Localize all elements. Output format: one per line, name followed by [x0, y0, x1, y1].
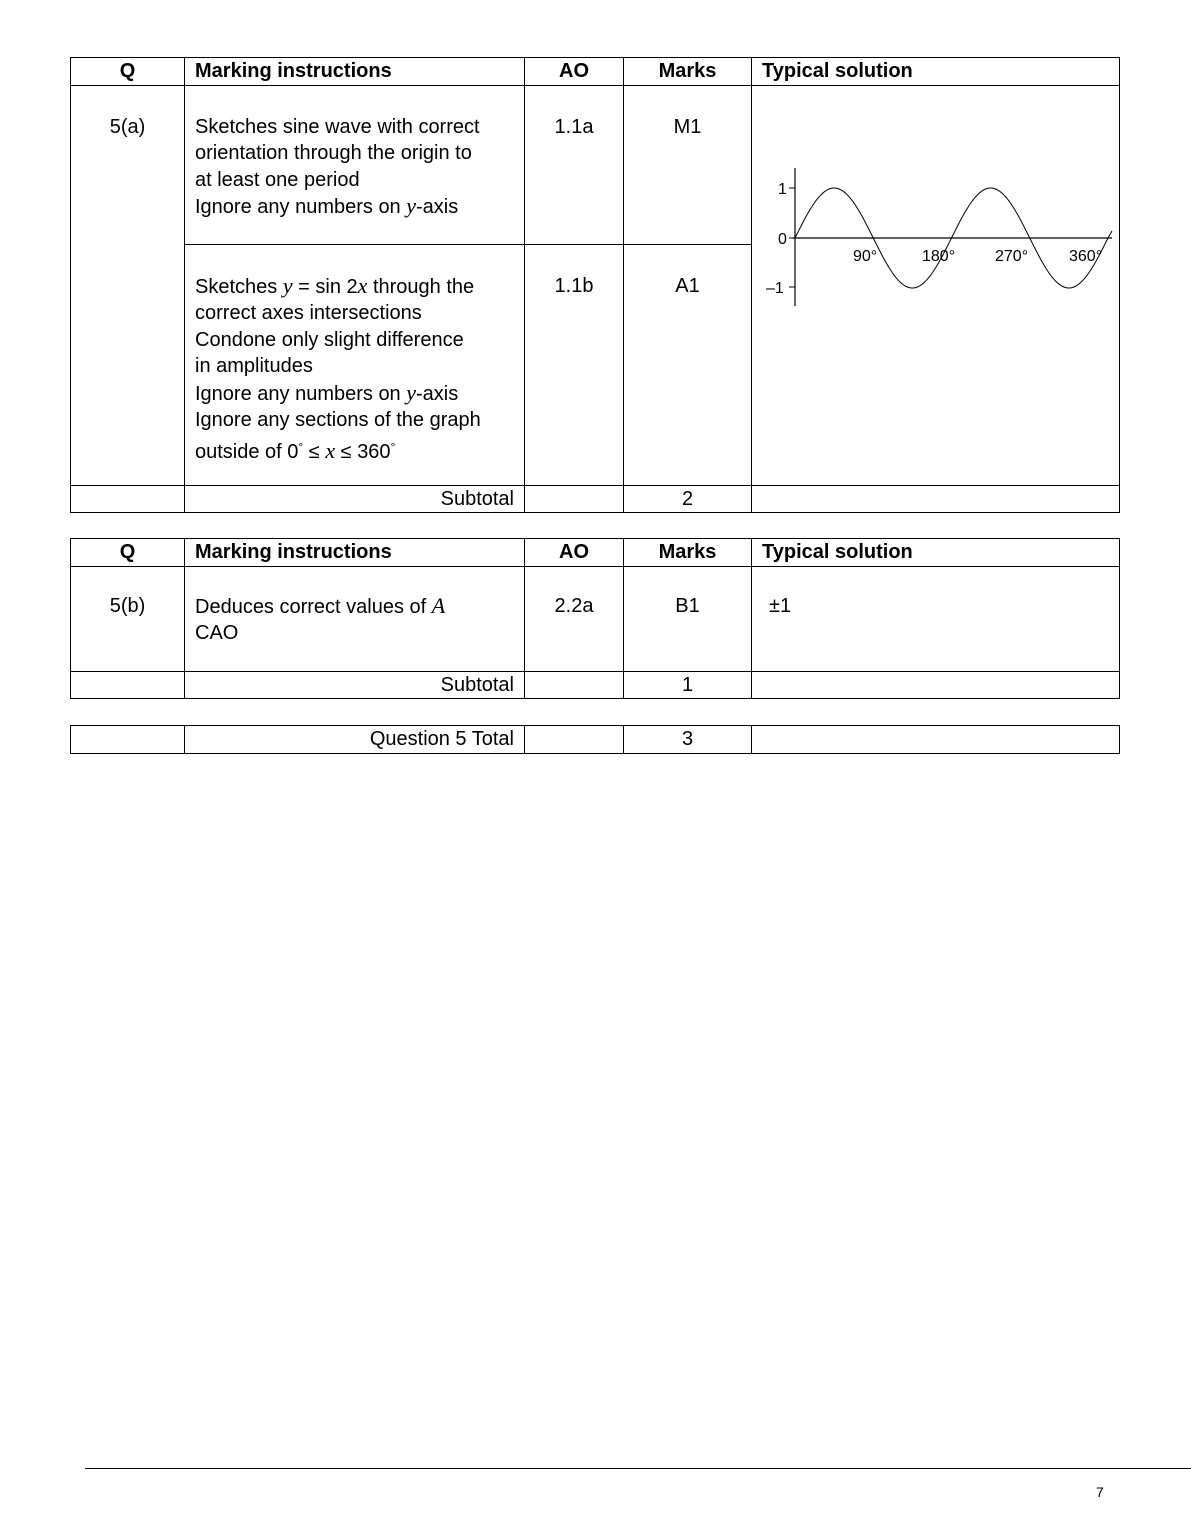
marking-instruction — [185, 566, 525, 671]
question-total-table — [70, 725, 1120, 754]
empty-cell — [525, 726, 624, 754]
text: Ignore any numbers on — [195, 196, 407, 218]
text: -axis — [416, 196, 459, 218]
header-marks: Marks — [624, 539, 752, 567]
empty-cell — [525, 485, 624, 513]
row-5a-1 — [71, 85, 1120, 244]
subtotal-row — [71, 671, 1120, 699]
instruction-line — [195, 193, 514, 221]
typical-solution-graph-cell — [752, 85, 1120, 485]
instruction-line: Condone only slight difference — [195, 328, 464, 351]
header-marking-instructions: Marking instructions — [185, 58, 525, 86]
marks-value: M1 — [624, 85, 752, 244]
math-var: y — [406, 193, 417, 218]
x-label-270: 270° — [995, 247, 1029, 265]
instruction-line: CAO — [195, 622, 239, 644]
y-label-1: 1 — [778, 180, 787, 198]
subtotal-row — [71, 485, 1120, 513]
instruction-line: correct axes intersections — [195, 302, 422, 324]
text: 360 — [357, 440, 391, 463]
text: Deduces correct values of — [195, 595, 432, 618]
instruction-line — [195, 434, 514, 466]
header-row — [71, 539, 1120, 567]
header-row — [71, 58, 1120, 86]
mark-scheme-table-5a — [70, 57, 1120, 513]
empty-cell — [71, 485, 185, 513]
text: Ignore any numbers on — [195, 382, 407, 405]
math-var: y — [282, 272, 293, 298]
marks-value: A1 — [624, 244, 752, 485]
text: Sketches — [195, 275, 283, 298]
typical-solution: ±1 — [752, 566, 1120, 671]
instruction-line: Ignore any sections of the graph — [195, 409, 481, 431]
header-q: Q — [71, 539, 185, 567]
instruction-line: in amplitudes — [195, 355, 313, 377]
math-var: A — [431, 592, 446, 618]
header-ao: AO — [525, 539, 624, 567]
marking-instruction — [185, 244, 525, 485]
degree-symbol: ° — [298, 439, 304, 454]
subtotal-label: Subtotal — [185, 485, 525, 513]
marking-instruction — [185, 85, 525, 244]
math-var: x — [357, 272, 368, 298]
x-label-90: 90° — [853, 247, 878, 265]
text: = sin 2 — [292, 275, 358, 298]
instruction-line — [195, 273, 514, 301]
total-marks: 3 — [624, 726, 752, 754]
ao-value: 2.2a — [525, 566, 624, 671]
header-marks: Marks — [624, 58, 752, 86]
text: through the — [367, 275, 475, 298]
empty-cell — [71, 726, 185, 754]
header-typical-solution: Typical solution — [752, 539, 1120, 567]
subtotal-marks: 2 — [624, 485, 752, 513]
row-5b — [71, 566, 1120, 671]
footer-rule — [85, 1468, 1191, 1469]
subtotal-label: Subtotal — [185, 671, 525, 699]
page-number: 7 — [1096, 1484, 1104, 1500]
instruction-line: at least one period — [195, 168, 360, 191]
y-label-neg1: –1 — [766, 279, 784, 297]
empty-cell — [752, 726, 1120, 754]
header-typical-solution: Typical solution — [752, 58, 1120, 86]
x-label-360: 360° — [1069, 247, 1103, 265]
instruction-line: orientation through the origin to — [195, 142, 472, 164]
total-row — [71, 726, 1120, 754]
text: 0 — [287, 440, 299, 463]
math-var: x — [325, 437, 336, 463]
mark-scheme-table-5b — [70, 538, 1120, 699]
text: -axis — [416, 382, 459, 405]
instruction-line: Sketches sine wave with correct — [195, 115, 480, 138]
empty-cell — [71, 671, 185, 699]
empty-cell — [752, 671, 1120, 699]
y-label-0: 0 — [778, 230, 787, 248]
question-label: 5(b) — [71, 566, 185, 671]
header-ao: AO — [525, 58, 624, 86]
sine-graph — [752, 86, 1120, 346]
instruction-line — [195, 380, 514, 408]
text: outside of — [195, 440, 288, 463]
header-marking-instructions: Marking instructions — [185, 539, 525, 567]
text: ≤ — [303, 440, 326, 463]
ao-value: 1.1a — [525, 85, 624, 244]
math-var: y — [406, 379, 417, 405]
total-label: Question 5 Total — [185, 726, 525, 754]
subtotal-marks: 1 — [624, 671, 752, 699]
text: ≤ — [335, 440, 358, 463]
empty-cell — [752, 485, 1120, 513]
degree-symbol: ° — [390, 439, 396, 454]
x-label-180: 180° — [922, 247, 956, 265]
empty-cell — [525, 671, 624, 699]
instruction-line — [195, 593, 514, 621]
header-q: Q — [71, 58, 185, 86]
question-label: 5(a) — [71, 85, 185, 485]
ao-value: 1.1b — [525, 244, 624, 485]
marks-value: B1 — [624, 566, 752, 671]
